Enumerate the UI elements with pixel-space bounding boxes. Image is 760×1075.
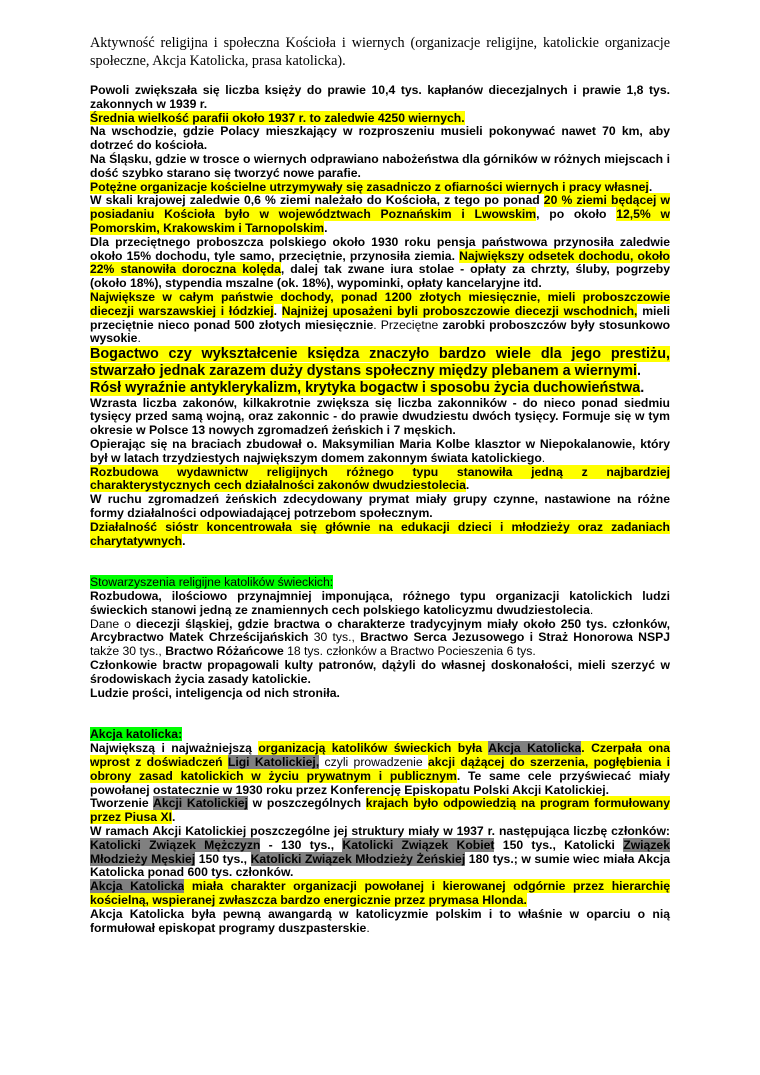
- text-run: Rósł wyraźnie antyklerykalizm, krytyka bogactw i sposobu życia duchowieństwa: [90, 379, 641, 396]
- text-run: Bogactwo czy wykształcenie księdza znaczyło bardzo wiele dla jego prestiżu, stwarzało jednak zarazem duży dystans społeczny między plebanem a wiernymi: [90, 346, 670, 379]
- text-run: Akcja Katolicka była pewną awangardą w katolicyzmie polskim i to właśnie w oparciu o nią formułował episkopat programy duszpasterskie: [90, 906, 670, 935]
- text-run: 30 tys.,: [308, 630, 361, 645]
- text-run: krajach było odpowiedzią na program formułowany przez Piusa XI: [90, 796, 670, 825]
- text-run: Ligi Katolickiej,: [227, 755, 320, 770]
- text-run: 20 % ziemi będącej w posiadaniu Kościoła było w województwach Poznańskim i Lwowskim: [90, 193, 670, 222]
- paragraph: [90, 576, 670, 590]
- text-run: Bractwo Różańcowe: [165, 644, 284, 659]
- paragraph: [90, 728, 670, 742]
- text-run: Dane o: [90, 616, 137, 631]
- text-run: 180 tys.; w sumie wiec miała Akcja Katolicka ponad 600 tys. członków.: [90, 851, 670, 880]
- text-run: Powoli zwiększała się liczba księży do prawie 10,4 tys. kapłanów diecezjalnych i prawie 1,8 tys. zakonnych w 1939 r.: [90, 83, 670, 111]
- text-run: mieli przeciętnie nieco ponad 500 złotych miesięcznie: [90, 303, 670, 332]
- text-run: akcji dążącej do szerzenia, pogłębienia i obrony zasad katolickich w życiu prywatnym i publicznym: [90, 755, 671, 783]
- paragraph: [90, 493, 670, 521]
- text-run: 18 tys. członków a Bractwo Pocieszenia 6 tys.: [283, 644, 536, 659]
- text-run: Działalność sióstr koncentrowała się głównie na edukacji dzieci i młodzieży oraz zadaniach charytatywnych: [90, 519, 670, 548]
- text-run: Bractwo Serca Jezusowego i Straż Honorowa NSPJ: [360, 630, 670, 645]
- text-run: Potężne organizacje kościelne utrzymywały się zasadniczo z ofiarności wiernych i pracy własnej: [90, 179, 649, 194]
- text-run: diecezji śląskiej, gdzie bractwa o charakterze tradycyjnym miały około 250 tys. członków, Arcybractwo Matek Chrześcijańskich: [90, 616, 671, 645]
- text-run: Największe w całym państwie dochody, ponad 1200 złotych miesięcznie, mieli proboszczowie diecezji warszawskiej i łódzkiej: [90, 289, 670, 318]
- paragraph: [90, 659, 670, 687]
- text-run: Wzrasta liczba zakonów, kilkakrotnie zwiększa się liczba zakonników - do nieco ponad siedmiu tysięcy przed samą wojną, oraz zakonnic - do prawie dwudziestu dwóch tysięcy. Formuje się w tym okresie w Polsce 13 nowych zgromadzeń żeńskich i 7 męskich.: [90, 395, 670, 438]
- text-run: . Te same cele przyświecać miały powołanej ostatecznie w 1930 roku przez Konferencję Episkopatu Polski Akcji Katolickiej.: [90, 768, 670, 797]
- paragraph: [90, 825, 670, 880]
- text-run: Akcja Katolicka: [90, 879, 185, 894]
- paragraph: [90, 438, 670, 466]
- text-run: .: [182, 533, 186, 548]
- document-title: Aktywność religijna i społeczna Kościoła i wiernych (organizacje religijne, katolickie organizacje społeczne, Akcja Katolicka, prasa katolicka).: [90, 35, 670, 69]
- paragraph: [90, 112, 670, 126]
- text-run: .: [648, 179, 653, 194]
- paragraph: [90, 618, 670, 659]
- paragraph: [90, 291, 670, 346]
- text-run: Dla przeciętnego proboszcza polskiego około 1930 roku pensja państwowa przynosiła zaledwie około 15% dochodu, tyle samo, przeciętnie, przynosiła ziemia.: [90, 234, 670, 263]
- paragraph: [90, 880, 670, 908]
- text-run: W ruchu zgromadzeń żeńskich zdecydowany prymat miały grupy czynne, nastawione na różne formy działalności odpowiadającej potrzebom społecznym.: [90, 492, 670, 520]
- text-run: Tworzenie: [90, 796, 154, 811]
- text-run: Katolicki Związek Kobiet: [342, 837, 495, 852]
- text-run: Akcja katolicka:: [90, 727, 183, 742]
- paragraph: [90, 466, 670, 494]
- text-run: .: [637, 362, 642, 379]
- text-run: Opierając się na braciach zbudował o. Maksymilian Maria Kolbe klasztor w Niepokalanowie, który był w latach trzydziestych największym domem zakonnym świata katolickiego: [90, 436, 670, 465]
- paragraph: [90, 397, 670, 438]
- text-run: Katolicki Związek Młodzieży Żeńskiej: [250, 851, 466, 866]
- document-page: [90, 34, 670, 935]
- text-run: Średnia wielkość parafii około 1937 r. to zaledwie 4250 wiernych.: [90, 110, 465, 125]
- text-run: Największy odsetek dochodu, około 22% stanowiła doroczna kolęda: [90, 248, 670, 277]
- text-run: także 30 tys.,: [90, 644, 166, 659]
- text-run: , po około: [536, 207, 617, 222]
- text-run: .: [273, 303, 282, 318]
- section-clergy: [90, 84, 670, 548]
- text-run: 150 tys.,: [195, 851, 251, 866]
- text-run: Rozbudowa wydawnictw religijnych różnego typu stanowiła jedną z najbardziej charakterystycznych cech działalności zakonów dwudziestolecia: [90, 464, 670, 493]
- text-run: - 130 tys.,: [260, 837, 343, 852]
- text-run: .: [465, 478, 470, 493]
- text-run: W skali krajowej zaledwie 0,6 % ziemi należało do Kościoła, z tego po ponad: [90, 193, 544, 208]
- text-run: Akcja Katolicka: [488, 741, 582, 756]
- text-run: 150 tys., Katolicki: [494, 837, 624, 852]
- paragraph: [90, 194, 670, 235]
- paragraph: [90, 236, 670, 291]
- text-run: .: [137, 331, 141, 346]
- text-run: Rozbudowa, ilościowo przynajmniej imponująca, różnego typu organizacji katolickich ludzi świeckich stanowi jedną ze znamiennych cech polskiego katolicyzmu dwudziestolecia: [90, 589, 670, 617]
- paragraph: [90, 908, 670, 936]
- paragraph: [90, 742, 670, 797]
- text-run: Na wschodzie, gdzie Polacy mieszkający w rozproszeniu musieli pokonywać nawet 70 km, aby dotrzeć do kościoła.: [90, 124, 670, 153]
- paragraph: [90, 84, 670, 112]
- paragraph: [90, 380, 670, 397]
- text-run: Największą i najważniejszą: [90, 741, 259, 756]
- text-run: Katolicki Związek Mężczyzn: [90, 837, 261, 852]
- text-run: .: [366, 920, 370, 935]
- section-catholic-action: [90, 728, 670, 935]
- paragraph: [90, 521, 670, 549]
- paragraph: [90, 590, 670, 618]
- text-run: . Czerpała ona wprost z doświadczeń: [90, 741, 670, 770]
- text-run: zarobki proboszczów były stosunkowo wysokie: [90, 317, 671, 346]
- text-run: Związek Młodzieży Męskiej: [90, 837, 670, 866]
- text-run: czyli prowadzenie: [319, 755, 428, 770]
- paragraph: [90, 153, 670, 181]
- paragraph: [90, 687, 670, 701]
- text-run: .: [324, 220, 328, 235]
- section-spacer: [90, 548, 670, 576]
- text-run: Najniżej uposażeni byli proboszczowie diecezji wschodnich,: [281, 303, 638, 318]
- paragraph: [90, 125, 670, 153]
- section-spacer: [90, 700, 670, 728]
- text-run: organizacją katolików świeckich była: [258, 741, 489, 756]
- text-run: .: [640, 379, 645, 396]
- text-run: w poszczególnych: [247, 796, 366, 811]
- text-run: . Przeciętne: [373, 317, 443, 332]
- text-run: Ludzie prości, inteligencja od nich stroniła.: [90, 685, 340, 700]
- text-run: miała charakter organizacji powołanej i kierowanej odgórnie przez hierarchię kościelną, wspieranej zwłaszcza bardzo energicznie przez prymasa Hlonda.: [90, 879, 670, 908]
- paragraph: [90, 346, 670, 380]
- text-run: Członkowie bractw propagowali kulty patronów, dążyli do własnej doskonałości, mieli szerzyć w środowiskach życia zasady katolickie.: [90, 658, 670, 686]
- text-run: Na Śląsku, gdzie w trosce o wiernych odprawiano nabożeństwa dla górników w różnych miejscach i dość szybko starano się tworzyć nowe parafie.: [90, 151, 670, 180]
- text-run: .: [541, 450, 546, 465]
- text-run: .: [589, 602, 594, 617]
- text-run: W ramach Akcji Katolickiej poszczególne jej struktury miały w 1937 r. następująca liczbę członków:: [90, 824, 670, 839]
- text-run: 12,5% w Pomorskim, Krakowskim i Tarnopolskim: [90, 207, 670, 235]
- text-run: , dalej tak zwane iura stolae - opłaty za chrzty, śluby, pogrzeby (około 18%), stypendia mszalne (ok. 18%), wypominki, opłaty kancelaryjne itd.: [90, 262, 670, 291]
- section-lay-associations: [90, 576, 670, 700]
- text-run: .: [171, 810, 176, 825]
- paragraph: [90, 181, 670, 195]
- text-run: Akcji Katolickiej: [153, 796, 248, 811]
- text-run: Stowarzyszenia religijne katolików świeckich:: [90, 575, 334, 590]
- paragraph: [90, 797, 670, 825]
